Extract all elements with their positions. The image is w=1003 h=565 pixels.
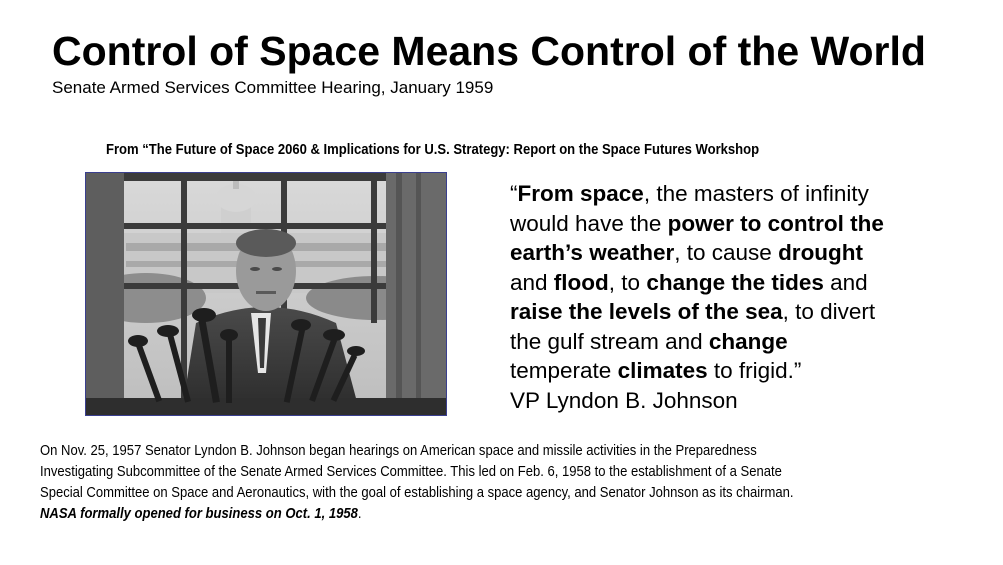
quote-text: the gulf stream and: [510, 328, 709, 354]
quote-line: [510, 327, 980, 357]
quote-emphasis: power to control the: [667, 210, 884, 236]
history-line-nasa: [40, 504, 877, 525]
quote-text: and: [823, 269, 868, 295]
quote-emphasis: drought: [778, 240, 864, 265]
history-line-end: .: [357, 506, 362, 522]
history-line: On Nov. 25, 1957 Senator Lyndon B. Johnson began hearings on American space and missile activities in the Preparedness: [40, 443, 757, 459]
quote-text: “: [510, 181, 518, 206]
quote-emphasis: change the tides: [646, 269, 824, 295]
quote-text: , to: [608, 269, 647, 295]
quote-text: temperate: [510, 358, 618, 383]
history-line: Investigating Subcommittee of the Senate Armed Services Committee. This led on Feb. 6, 1958 to the establishment of a Senate: [40, 464, 782, 480]
quote-line: [510, 356, 980, 386]
quote-text: to frigid.”: [707, 358, 802, 383]
quote-line: [510, 268, 980, 298]
quote-text: would have the: [510, 210, 668, 236]
lbj-photo-illustration: [86, 173, 447, 416]
quote-emphasis: raise the levels of the sea: [510, 299, 783, 324]
quote-emphasis: flood: [553, 269, 609, 295]
quote-line: [510, 238, 980, 268]
quote-line: [510, 209, 980, 239]
quote-emphasis: earth’s weather: [510, 240, 675, 265]
history-line: Special Committee on Space and Aeronautics, with the goal of establishing a space agency, and Senator Johnson as its chairman.: [40, 485, 794, 501]
quote-attribution: VP Lyndon B. Johnson: [510, 387, 738, 413]
history-paragraph: [40, 441, 970, 525]
source-citation: From “The Future of Space 2060 & Implications for U.S. Strategy: Report on the Space Futures Workshop: [106, 142, 760, 158]
quote-text: , to cause: [674, 240, 779, 265]
lbj-photo: [85, 172, 447, 416]
quote-text: and: [510, 269, 554, 295]
quote-line: [510, 179, 980, 209]
quote-line: [510, 297, 980, 327]
quote-text: , to divert: [782, 299, 876, 324]
slide-subtitle: Senate Armed Services Committee Hearing, January 1959: [52, 78, 494, 97]
quote-emphasis: climates: [617, 358, 708, 383]
quote-emphasis: change: [708, 328, 788, 354]
quote-text: , the masters of infinity: [643, 181, 869, 206]
nasa-opened-emphasis: NASA formally opened for business on Oct. 1, 1958: [40, 506, 358, 522]
slide-title: Control of Space Means Control of the World: [52, 28, 926, 74]
quote-emphasis: From space: [517, 181, 644, 206]
johnson-quote: [510, 179, 980, 415]
